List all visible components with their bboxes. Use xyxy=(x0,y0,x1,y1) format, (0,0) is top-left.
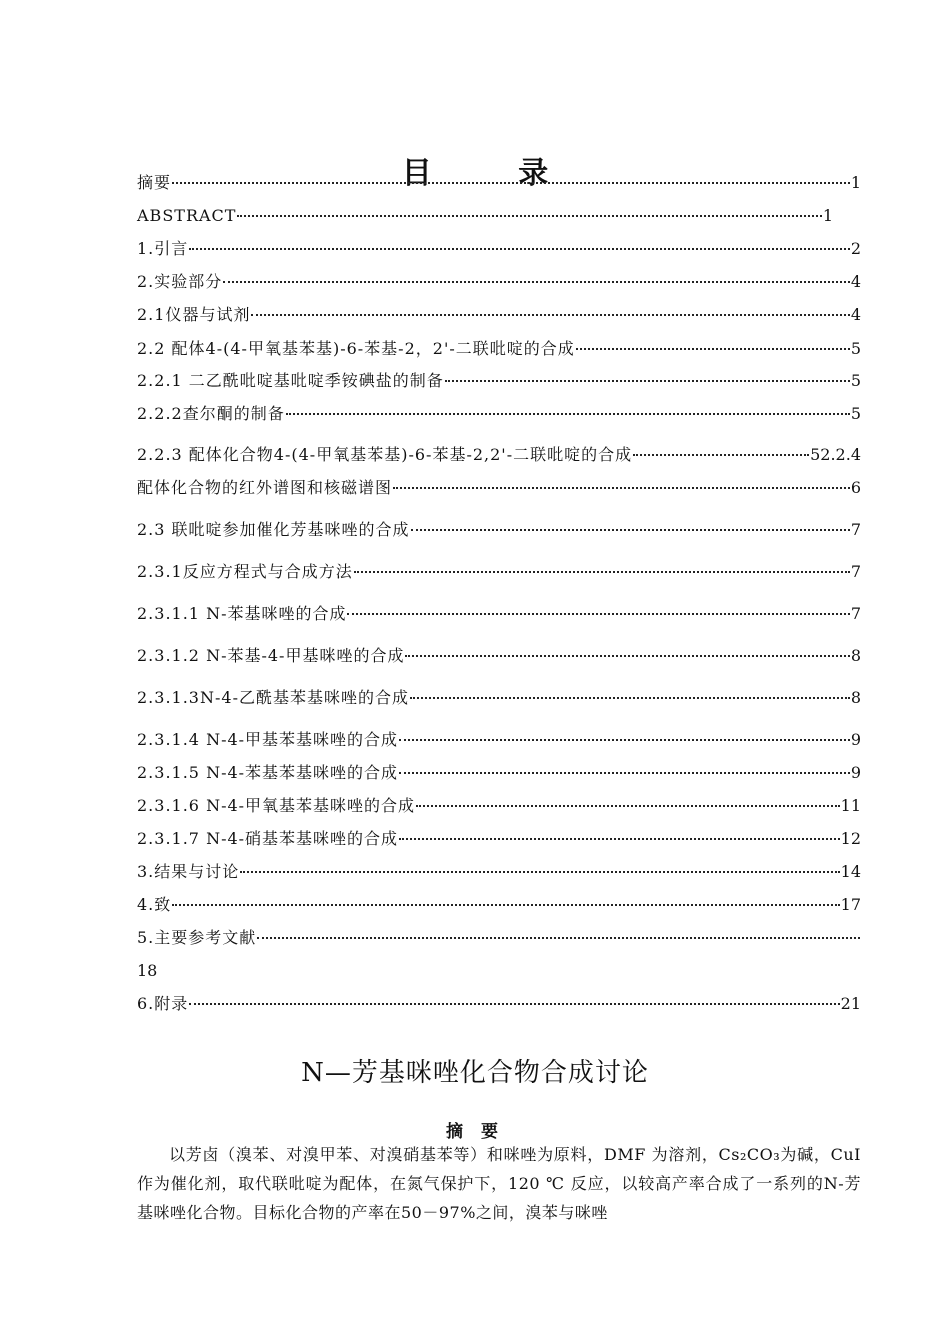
toc-leader xyxy=(251,314,849,316)
toc-entry-page: 8 xyxy=(850,646,861,665)
toc-entry[interactable] xyxy=(137,645,861,667)
toc-entry[interactable] xyxy=(137,762,861,784)
toc-entry-page: 6 xyxy=(850,478,861,497)
toc-entry[interactable] xyxy=(137,338,861,360)
toc-leader xyxy=(399,838,840,840)
abstract-heading: 摘 要 xyxy=(446,1122,504,1142)
toc-entry[interactable] xyxy=(137,444,861,466)
toc-entry-label: 配体化合物的红外谱图和核磁谱图 xyxy=(137,478,393,497)
toc-entry-page: 1 xyxy=(822,206,833,225)
toc-entry-page: 7 xyxy=(850,604,861,623)
toc-entry-page: 21 xyxy=(840,994,861,1013)
toc-entry-label: 2.3.1.3N-4-乙酰基苯基咪唑的合成 xyxy=(137,688,409,707)
paper-title: N—芳基咪唑化合物合成讨论 xyxy=(301,1058,649,1088)
toc-entry-label: 2.2.2查尔酮的制备 xyxy=(137,404,285,423)
toc-entry-page: 9 xyxy=(850,730,861,749)
toc-entry-label: 摘要 xyxy=(137,173,172,192)
toc-entry-page: 12 xyxy=(840,829,861,848)
toc-leader xyxy=(172,904,839,906)
toc-entry[interactable] xyxy=(137,729,861,751)
toc-leader xyxy=(223,281,850,283)
abstract-paragraph: 以芳卤（溴苯、对溴甲苯、对溴硝基苯等）和咪唑为原料，DMF 为溶剂，Cs₂CO₃为碱，CuI 作为催化剂，取代联吡啶为配体，在氮气保护下，120 ℃ 反应，以较高产率合成了一系列的N-芳基咪唑化合物。目标化合物的产率在50－97%之间，溴苯与咪唑 xyxy=(137,1145,861,1222)
toc-leader xyxy=(189,1003,839,1005)
toc-entry-page: 5 xyxy=(850,371,861,390)
toc-entry-page: 52.2.4 xyxy=(810,445,861,464)
toc-entry[interactable] xyxy=(137,894,861,916)
toc-entry-page: 7 xyxy=(850,562,861,581)
toc-entry-label: 2.3.1.7 N-4-硝基苯基咪唑的合成 xyxy=(137,829,399,848)
toc-entry[interactable] xyxy=(137,687,861,709)
toc-leader xyxy=(399,739,850,741)
toc-entry-label: 2.实验部分 xyxy=(137,272,223,291)
toc-leader xyxy=(257,937,860,939)
toc-leader xyxy=(286,413,850,415)
toc-entry-page: 14 xyxy=(840,862,861,881)
abstract-body xyxy=(137,1140,861,1227)
toc-entry-label: 2.3.1.4 N-4-甲基苯基咪唑的合成 xyxy=(137,730,399,749)
toc-leader xyxy=(445,380,850,382)
toc-entry-label: 1.引言 xyxy=(137,239,189,258)
toc-leader xyxy=(347,613,849,615)
toc-entry[interactable] xyxy=(137,993,861,1015)
toc-leader xyxy=(393,487,850,489)
toc-entry-label: 2.3.1.2 N-苯基-4-甲基咪唑的合成 xyxy=(137,646,405,665)
toc-leader xyxy=(576,348,850,350)
toc-entry-page: 1 xyxy=(850,173,861,192)
toc-entry[interactable] xyxy=(137,205,833,227)
toc-entry-label: 2.3.1.6 N-4-甲氧基苯基咪唑的合成 xyxy=(137,796,416,815)
toc-entry-page: 11 xyxy=(840,796,861,815)
toc-entry[interactable] xyxy=(137,477,861,499)
toc-entry[interactable] xyxy=(137,561,861,583)
toc-entry-page: 4 xyxy=(850,305,861,324)
toc-entry-page: 8 xyxy=(850,688,861,707)
toc-entry-label: ABSTRACT xyxy=(137,206,237,225)
toc-entry[interactable] xyxy=(137,370,861,392)
toc-entry-label: 2.2.1 二乙酰吡啶基吡啶季铵碘盐的制备 xyxy=(137,371,444,390)
toc-entry-label: 2.2.3 配体化合物4-(4-甲氧基苯基)-6-苯基-2,2'-二联吡啶的合成 xyxy=(137,445,633,464)
toc-entry-label: 6.附录 xyxy=(137,994,189,1013)
toc-leader xyxy=(399,772,850,774)
toc-entry-label: 4.致 xyxy=(137,895,172,914)
toc-leader xyxy=(633,454,809,456)
toc-entry-label: 2.1仪器与试剂 xyxy=(137,305,251,324)
toc-entry[interactable] xyxy=(137,238,861,260)
toc-leader xyxy=(237,215,821,217)
toc-entry[interactable] xyxy=(137,861,861,883)
toc-entry-label: 2.3.1.5 N-4-苯基苯基咪唑的合成 xyxy=(137,763,399,782)
toc-entry[interactable] xyxy=(137,795,861,817)
toc-entry-label: 3.结果与讨论 xyxy=(137,862,240,881)
toc-entry[interactable] xyxy=(137,403,861,425)
toc-entry[interactable] xyxy=(137,927,861,949)
toc-entry-page: 5 xyxy=(850,339,861,358)
toc-entry-page: 7 xyxy=(850,520,861,539)
toc-entry-page: 5 xyxy=(850,404,861,423)
toc-leader xyxy=(240,871,839,873)
toc-entry[interactable] xyxy=(137,828,861,850)
toc-entry-label: 2.2 配体4-(4-甲氧基苯基)-6-苯基-2，2'-二联吡啶的合成 xyxy=(137,339,575,358)
toc-entry[interactable] xyxy=(137,519,861,541)
toc-entry-page: 2 xyxy=(850,239,861,258)
toc-leader xyxy=(405,655,849,657)
toc-leader xyxy=(410,697,850,699)
toc-entry-page: 17 xyxy=(840,895,861,914)
toc-leader xyxy=(411,529,850,531)
toc-entry[interactable] xyxy=(137,172,861,194)
toc-leader xyxy=(354,571,850,573)
toc-leader xyxy=(172,182,850,184)
toc-leader xyxy=(189,248,850,250)
toc-entry-page: 9 xyxy=(850,763,861,782)
toc-entry-label: 2.3 联吡啶参加催化芳基咪唑的合成 xyxy=(137,520,410,539)
toc-entry-label: 2.3.1.1 N-苯基咪唑的合成 xyxy=(137,604,347,623)
toc-leader xyxy=(416,805,840,807)
toc-title: 目 录 xyxy=(401,156,587,191)
toc-entry-page: 4 xyxy=(850,272,861,291)
toc-entry-page-wrap: 18 xyxy=(137,961,158,980)
toc-entry-label: 2.3.1反应方程式与合成方法 xyxy=(137,562,353,581)
toc-entry-label: 5.主要参考文献 xyxy=(137,928,257,947)
toc-entry[interactable] xyxy=(137,603,861,625)
toc-entry[interactable] xyxy=(137,271,861,293)
toc-entry[interactable] xyxy=(137,304,861,326)
